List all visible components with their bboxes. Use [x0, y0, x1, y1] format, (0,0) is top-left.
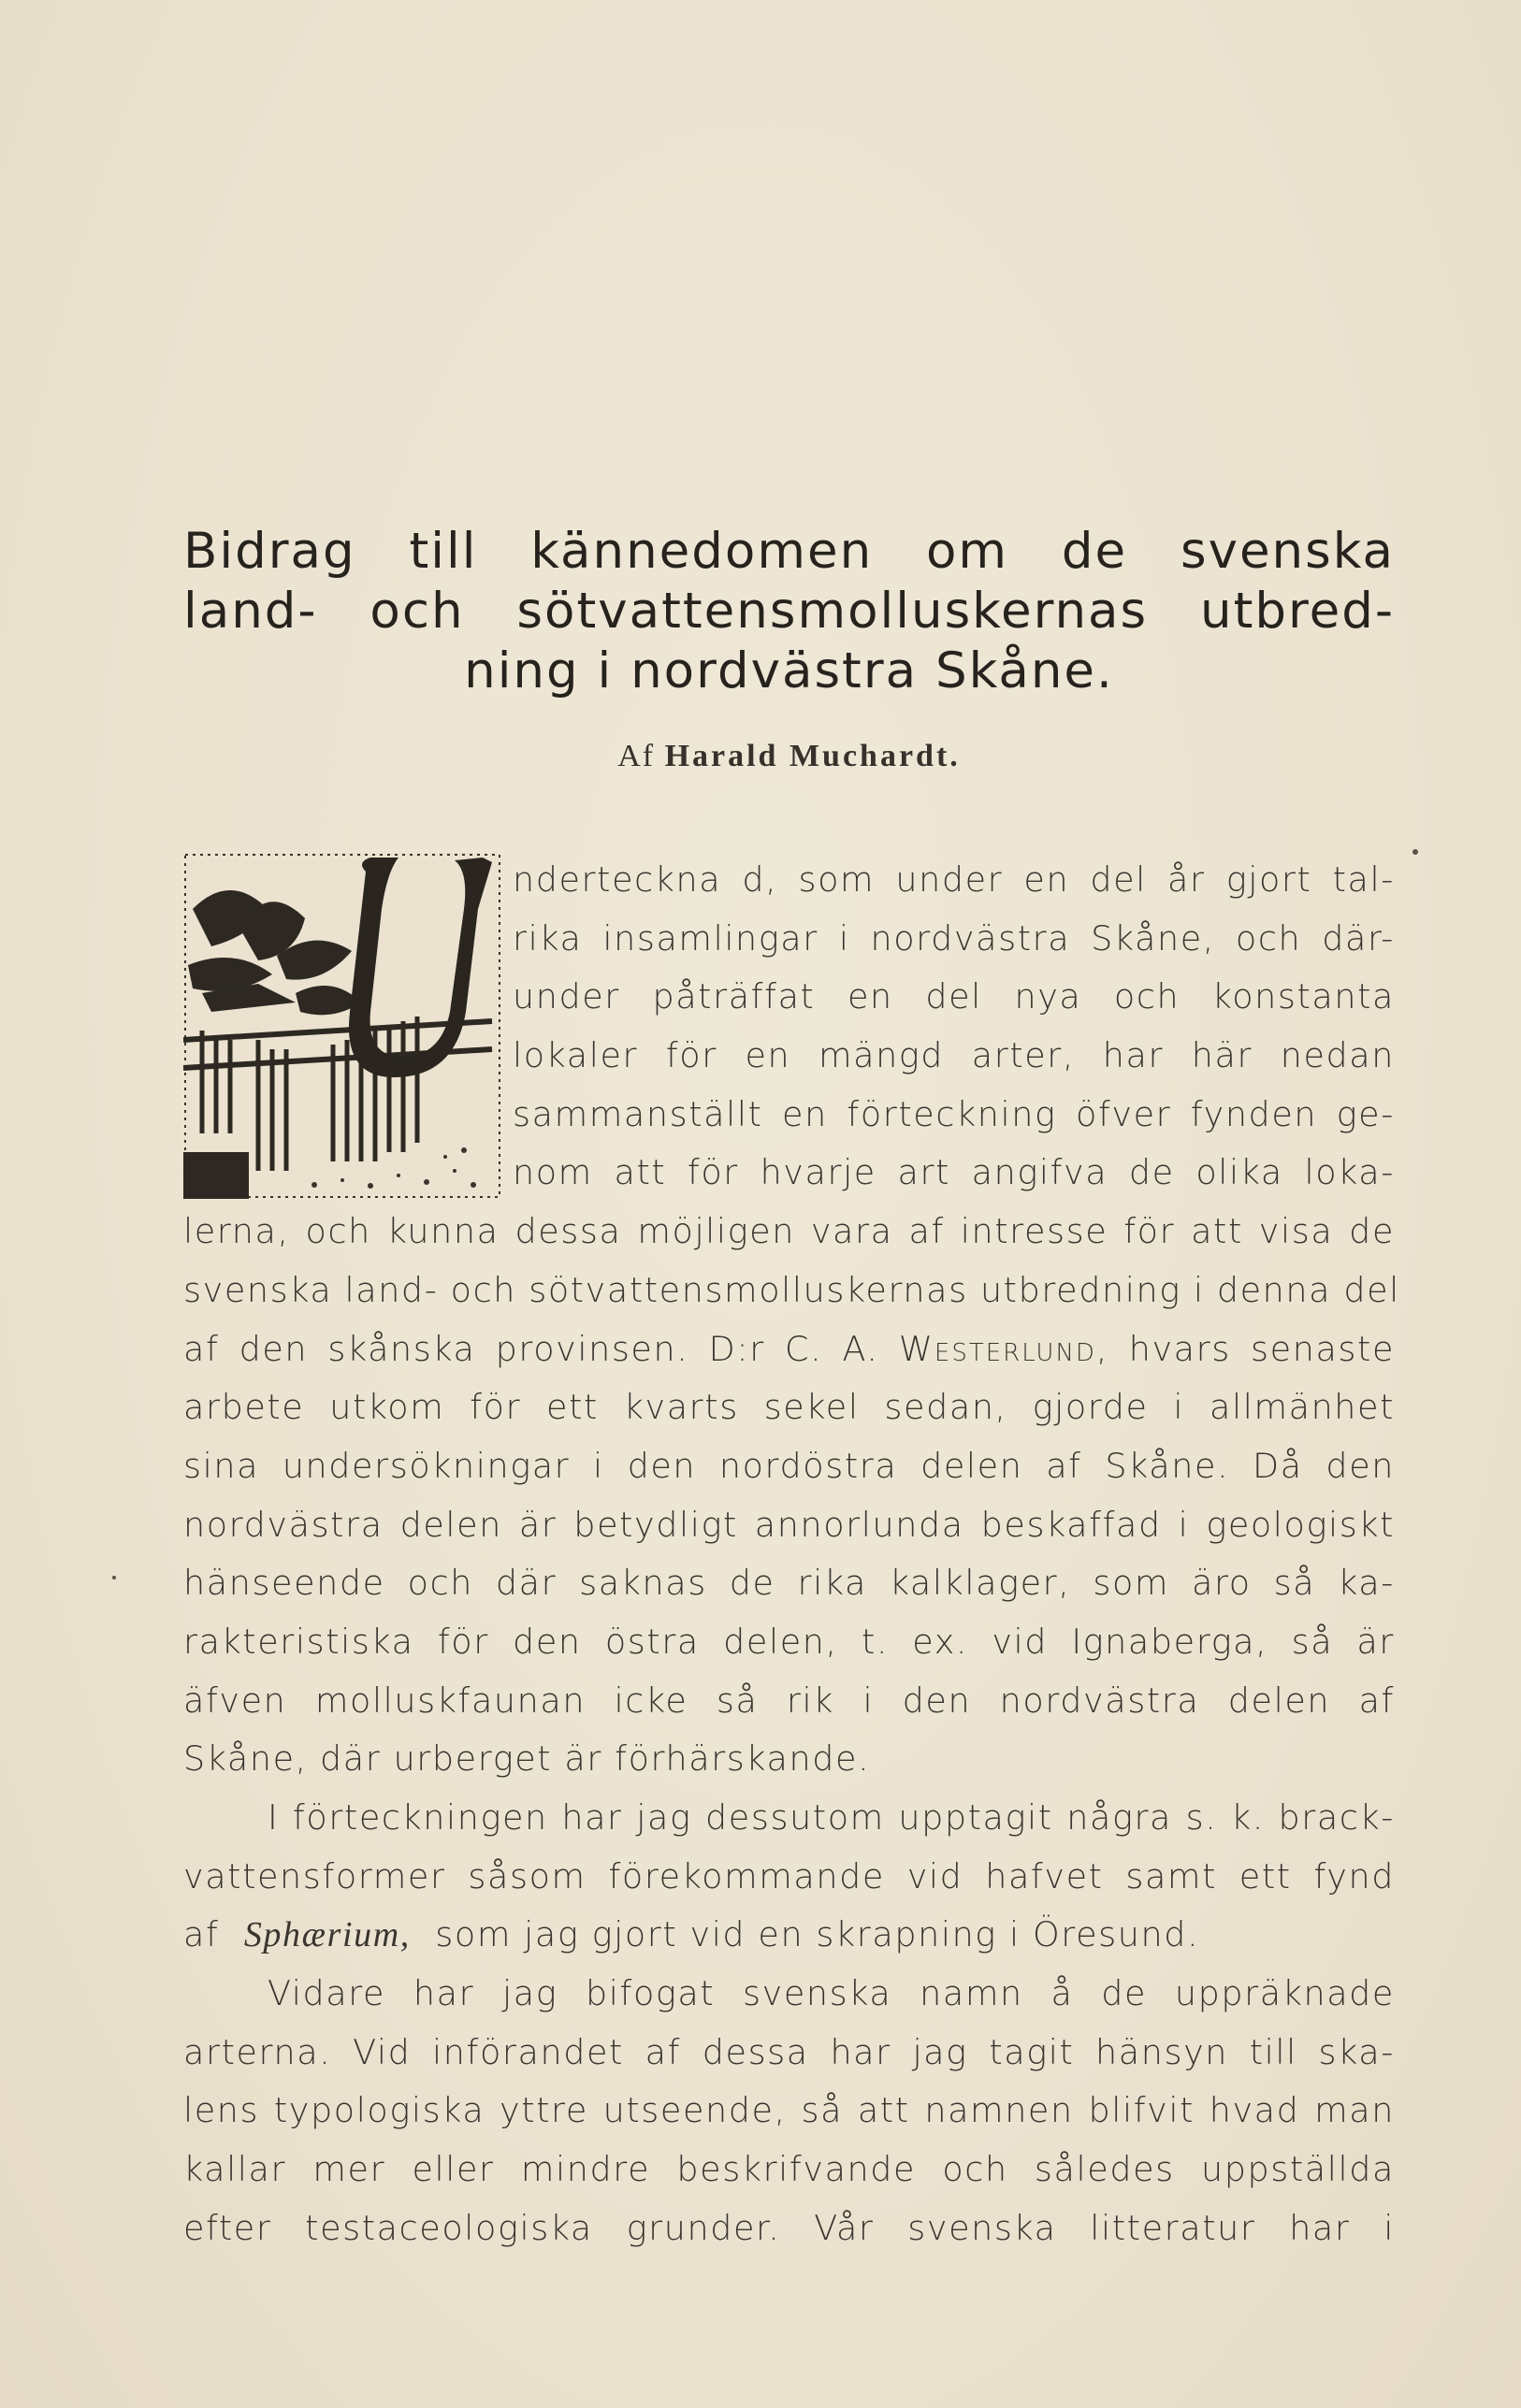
- body-line: rika insamlingar i nordvästra Skåne, och där-: [513, 917, 1395, 959]
- article-title: [183, 522, 1395, 701]
- print-speck: [112, 1576, 116, 1579]
- article-body: [183, 851, 1400, 2258]
- svg-text:V: V: [400, 922, 427, 964]
- body-line-text: hvars senaste: [1128, 1328, 1396, 1369]
- body-line: lens typologiska yttre utseende, så att namnen blifvit hvad man: [183, 2090, 1395, 2131]
- body-line: efter testaceologiska grunder. Vår svenska litteratur har i: [183, 2207, 1395, 2248]
- body-line: äfven molluskfaunan icke så rik i den nordvästra delen af: [183, 1680, 1395, 1721]
- species-name-sphaerium: Sphærium,: [243, 1915, 411, 1955]
- author-byline: [183, 739, 1395, 774]
- body-line: arbete utkom för ett kvarts sekel sedan, gjorde i allmänhet: [183, 1387, 1395, 1428]
- body-line: rakteristiska för den östra delen, t. ex. vid Ignaberga, så är: [183, 1621, 1395, 1662]
- body-line-westerlund: [183, 1320, 1395, 1379]
- author-name: Harald Muchardt.: [664, 739, 961, 773]
- title-line-3: ning i nordvästra Skåne.: [464, 642, 1114, 699]
- body-line: nordvästra delen är betydligt annorlunda beskaffad i geologiskt: [183, 1504, 1395, 1545]
- title-line-2: land- och sötvattensmolluskernas utbred-: [183, 583, 1395, 640]
- body-line: sammanställt en förteckning öfver fynden ge-: [513, 1093, 1395, 1134]
- body-line: lokaler för en mängd arter, har här nedan: [513, 1035, 1395, 1076]
- body-line: Vidare har jag bifogat svenska namn å de uppräknade: [268, 1973, 1395, 2014]
- title-line-1: Bidrag till kännedomen om de svenska: [183, 523, 1395, 580]
- body-line-sphaerium: [183, 1906, 1395, 1965]
- body-line: lerna, och kunna dessa möjligen vara af intresse för att visa de: [183, 1211, 1395, 1252]
- body-line: under påträffat en del nya och konstanta: [513, 976, 1395, 1017]
- author-prefix: Af: [617, 739, 656, 773]
- print-speck: [1412, 849, 1418, 855]
- body-line: nderteckna d, som under en del år gjort tal-: [513, 859, 1395, 900]
- body-line: arterna. Vid införandet af dessa har jag tagit hänsyn till ska-: [183, 2031, 1395, 2072]
- body-line-text: af den skånska provinsen. D:r C. A.: [183, 1328, 879, 1369]
- body-line: vattensformer såsom förekommande vid hafvet samt ett fynd: [183, 1855, 1395, 1896]
- body-line: Skåne, där urberget är förhärskande.: [183, 1738, 871, 1780]
- body-line: nom att för hvarje art angifva de olika loka-: [513, 1152, 1395, 1193]
- body-line-text: af: [183, 1914, 220, 1955]
- body-line: svenska land- och sötvattensmolluskernas utbredning i denna del: [183, 1269, 1400, 1310]
- body-line: kallar mer eller mindre beskrifvande och således uppställda: [183, 2149, 1395, 2190]
- author-reference-westerlund: Westerlund,: [898, 1328, 1109, 1369]
- body-line: I förteckningen har jag dessutom upptagit några s. k. brack-: [268, 1797, 1395, 1838]
- body-line-text: som jag gjort vid en skrapning i Öresund.: [435, 1914, 1200, 1955]
- body-line: hänseende och där saknas de rika kalklager, som äro så ka-: [183, 1563, 1395, 1604]
- body-line: sina undersökningar i den nordöstra delen af Skåne. Då den: [183, 1445, 1395, 1486]
